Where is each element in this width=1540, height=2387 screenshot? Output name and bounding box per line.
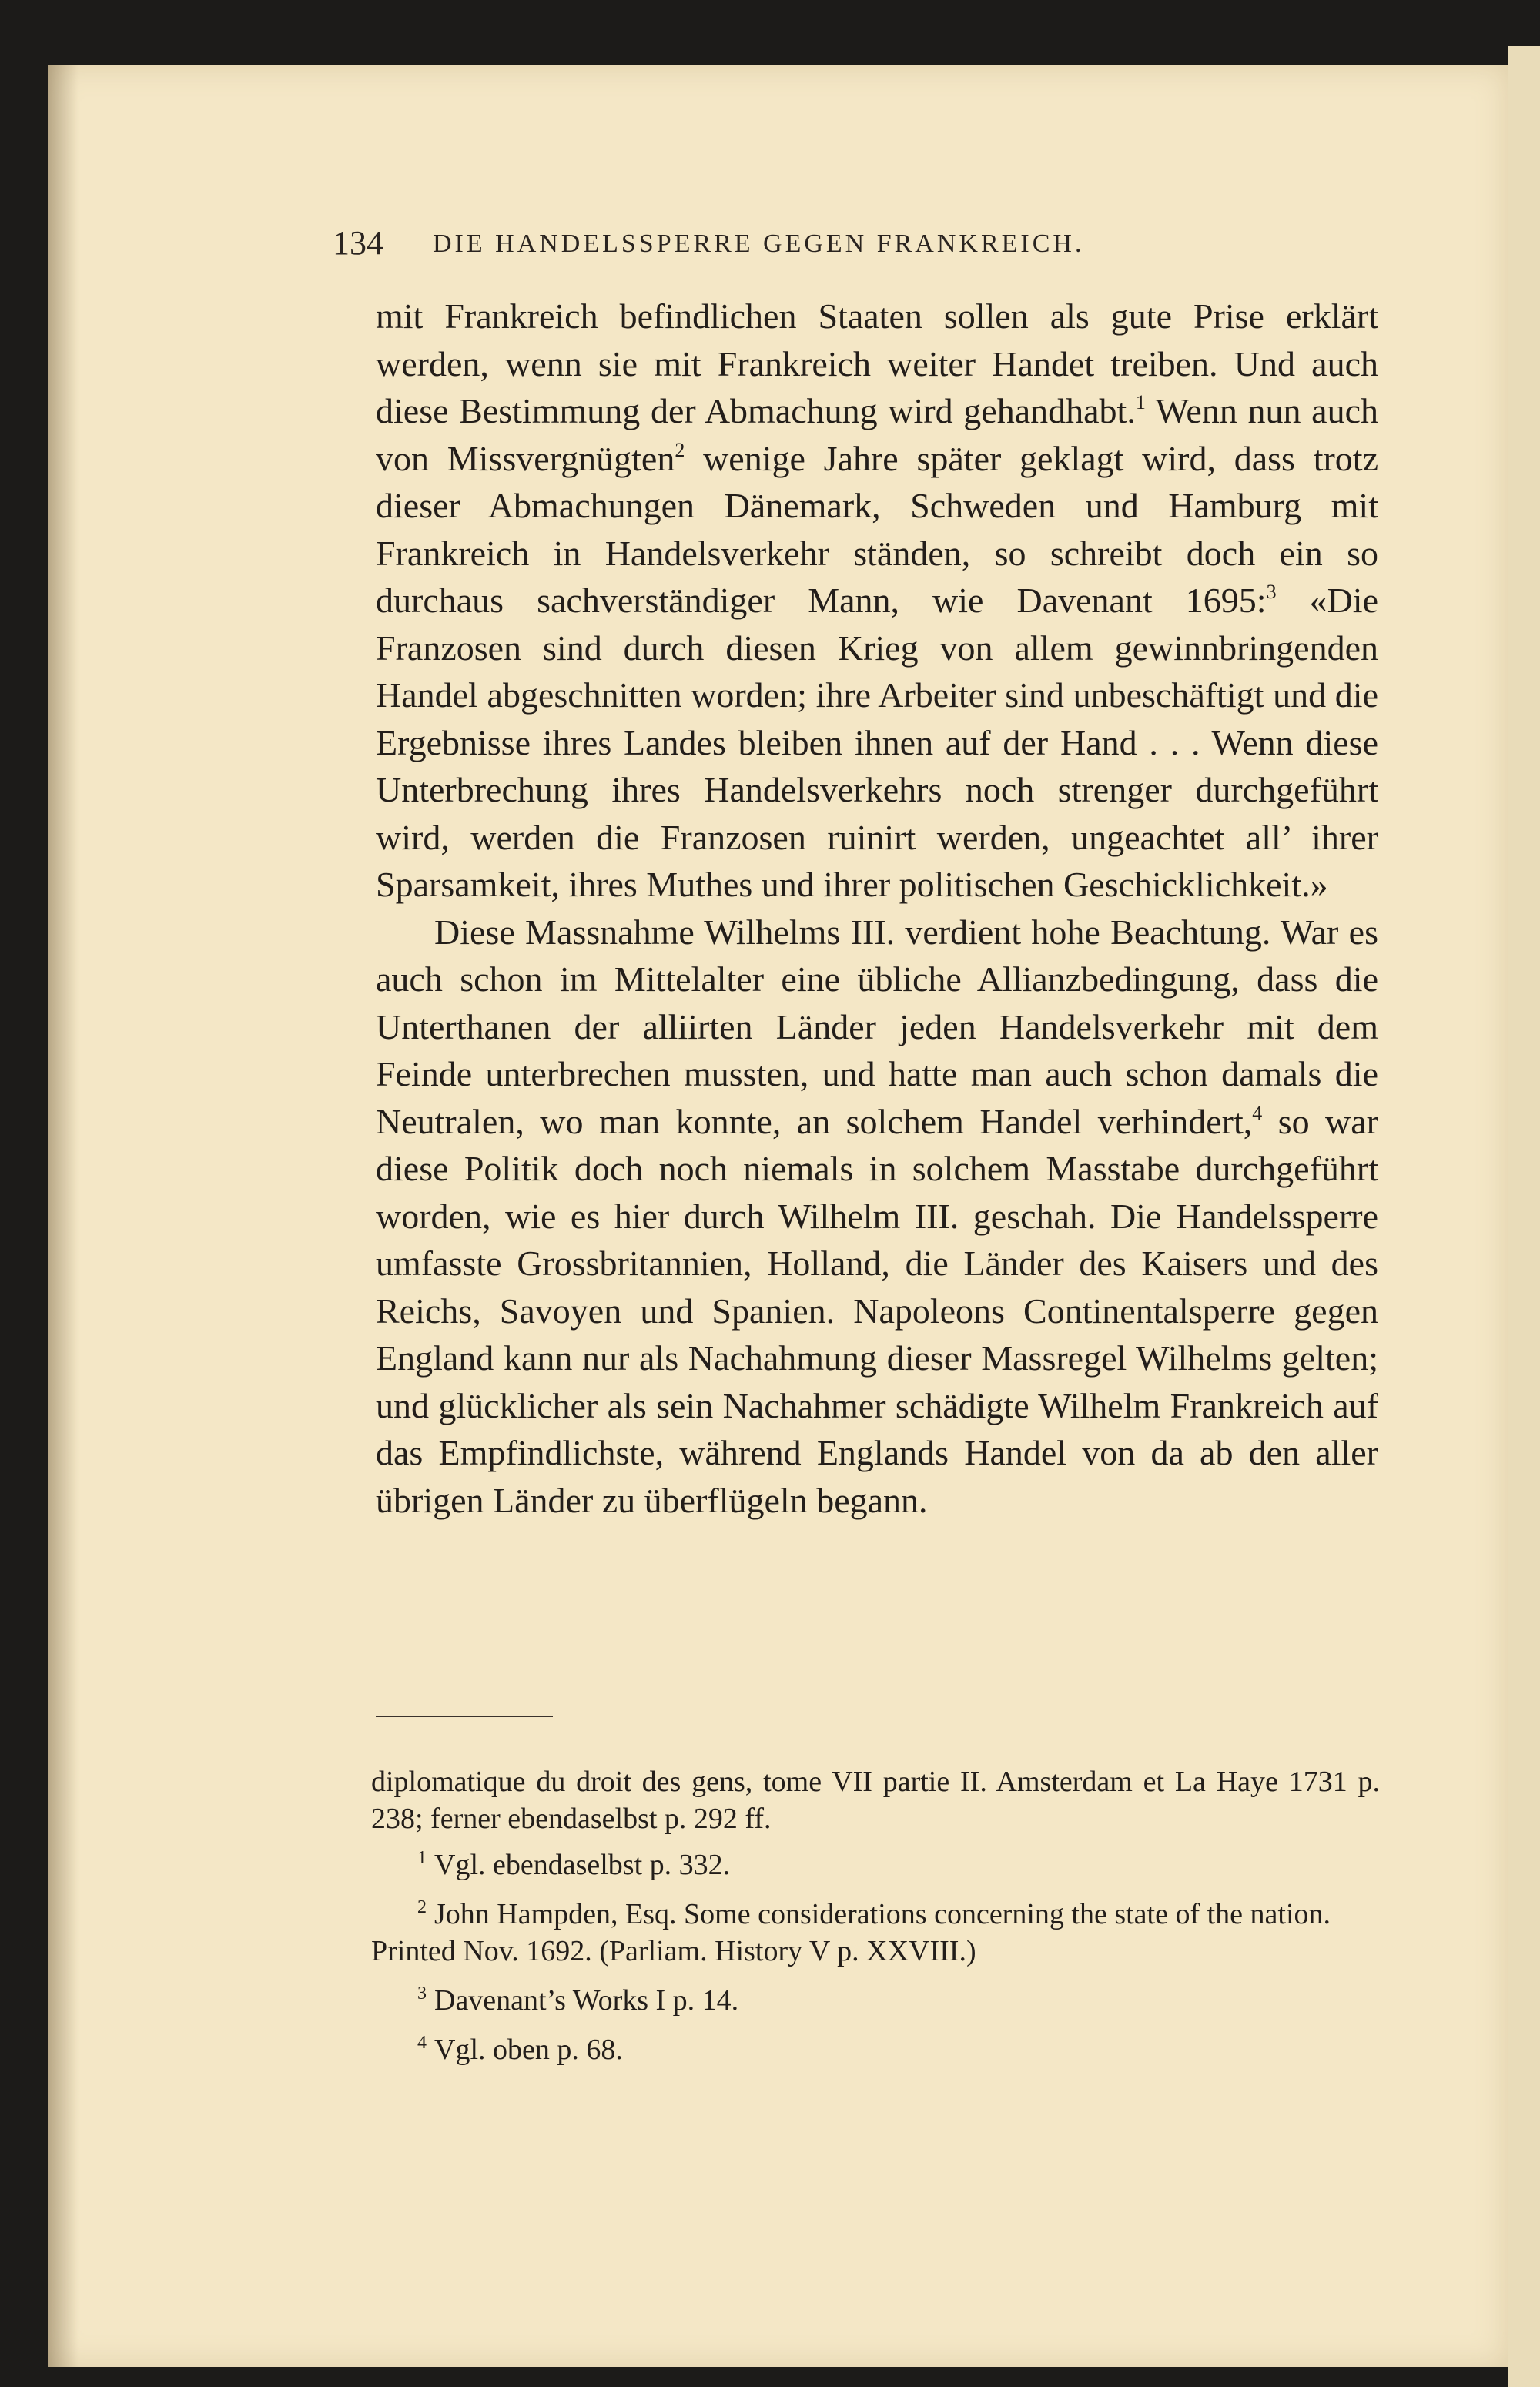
gutter-shadow (48, 65, 79, 2367)
footnote-separator (376, 1716, 553, 1717)
footnote-2 (371, 1896, 1380, 1970)
running-title: DIE HANDELSSPERRE GEGEN FRANKREICH. (433, 229, 1085, 258)
footnote-continuation: diplomatique du droit des gens, tome VII partie II. Amsterdam et La Haye 1731 p. 238; ferner ebendaselbst p. 292 ff. (371, 1766, 1380, 1835)
text-run: Diese Massnahme Wilhelms III. verdient hohe Beachtung. War es auch schon im Mittelalter eine übliche Allianzbedingung, dass die Unterthanen der alliirten Länder jeden Handelsverkehr mit dem Feinde unterbrechen mussten, und hatte man auch schon damals die Neutralen, wo man konnte, an solchem Handel verhindert, (376, 912, 1378, 1141)
page-header (333, 223, 1411, 270)
text-run: «Die Franzosen sind durch diesen Krieg von allem gewinnbringenden Handel abgeschnitten worden; ihre Arbeiter sind unbeschäftigt und die Ergebnisse ihres Landes bleiben ihnen auf der Hand . . . Wenn diese Unterbrechung ihres Handelsverkehrs noch strenger durchgeführt wird, werden die Franzosen ruinirt werden, ungeachtet all’ ihrer Sparsamkeit, ihres Muthes und ihrer politischen Geschicklichkeit.» (376, 581, 1379, 904)
footnote-ref: 1 (1135, 391, 1146, 413)
footnote-marker: 1 (417, 1848, 427, 1868)
footnote-ref: 4 (1252, 1101, 1263, 1124)
footnote-1 (371, 1846, 1380, 1883)
text-run: so war diese Politik doch noch niemals in solchem Masstabe durchgeführt worden, wie es hier durch Wilhelm III. geschah. Die Handelssperre umfasste Grossbritannien, Holland, die Länder des Kaisers und des Reichs, Savoyen und Spanien. Napoleons Continentalsperre gegen England kann nur als Nachahmung dieser Massregel Wilhelms gelten; und glücklicher als sein Nachahmer schädigte Wilhelm Frankreich auf das Empfindlichste, während Englands Handel von da ab den aller übrigen Länder zu überflügeln begann. (376, 1101, 1379, 1520)
footnote-marker: 4 (417, 2033, 427, 2053)
text-run: wenige Jahre später geklagt wird, dass trotz dieser Abmachungen Dänemark, Schweden und Hamburg mit Frankreich in Handelsverkehr ständen, so schreibt doch ein so durchaus sachverständiger Mann, wie Davenant 1695: (376, 438, 1379, 620)
page-number: 134 (333, 224, 383, 262)
footnote-ref: 3 (1266, 581, 1277, 603)
paragraph-1 (376, 293, 1378, 909)
footnote-text: Vgl. oben p. 68. (434, 2034, 623, 2066)
footnote-marker: 3 (417, 1984, 427, 2004)
footnotes (371, 1763, 1380, 2081)
text-run: Wenn nun auch von Missvergnügten (376, 391, 1378, 478)
footnote-ref: 2 (675, 438, 685, 461)
adjacent-page-edge (1508, 46, 1540, 2387)
text-run: mit Frankreich befindlichen Staaten sollen als gute Prise erklärt werden, wenn sie mit Frankreich weiter Handet treiben. Und auch diese Bestimmung der Abmachung wird gehandhabt. (376, 296, 1378, 430)
paragraph-2 (376, 909, 1378, 1525)
footnote-3 (371, 1982, 1380, 2019)
footnote-4 (371, 2031, 1380, 2068)
footnote-text: John Hampden, Esq. Some considerations concerning the state of the nation. Printed Nov. 1692. (Parliam. History V p. XXVIII.) (371, 1898, 1331, 1967)
footnote-text: Davenant’s Works I p. 14. (434, 1984, 739, 2017)
footnote-marker: 2 (417, 1897, 427, 1917)
body-text (376, 293, 1378, 1524)
footnote-text: Vgl. ebendaselbst p. 332. (434, 1849, 731, 1881)
